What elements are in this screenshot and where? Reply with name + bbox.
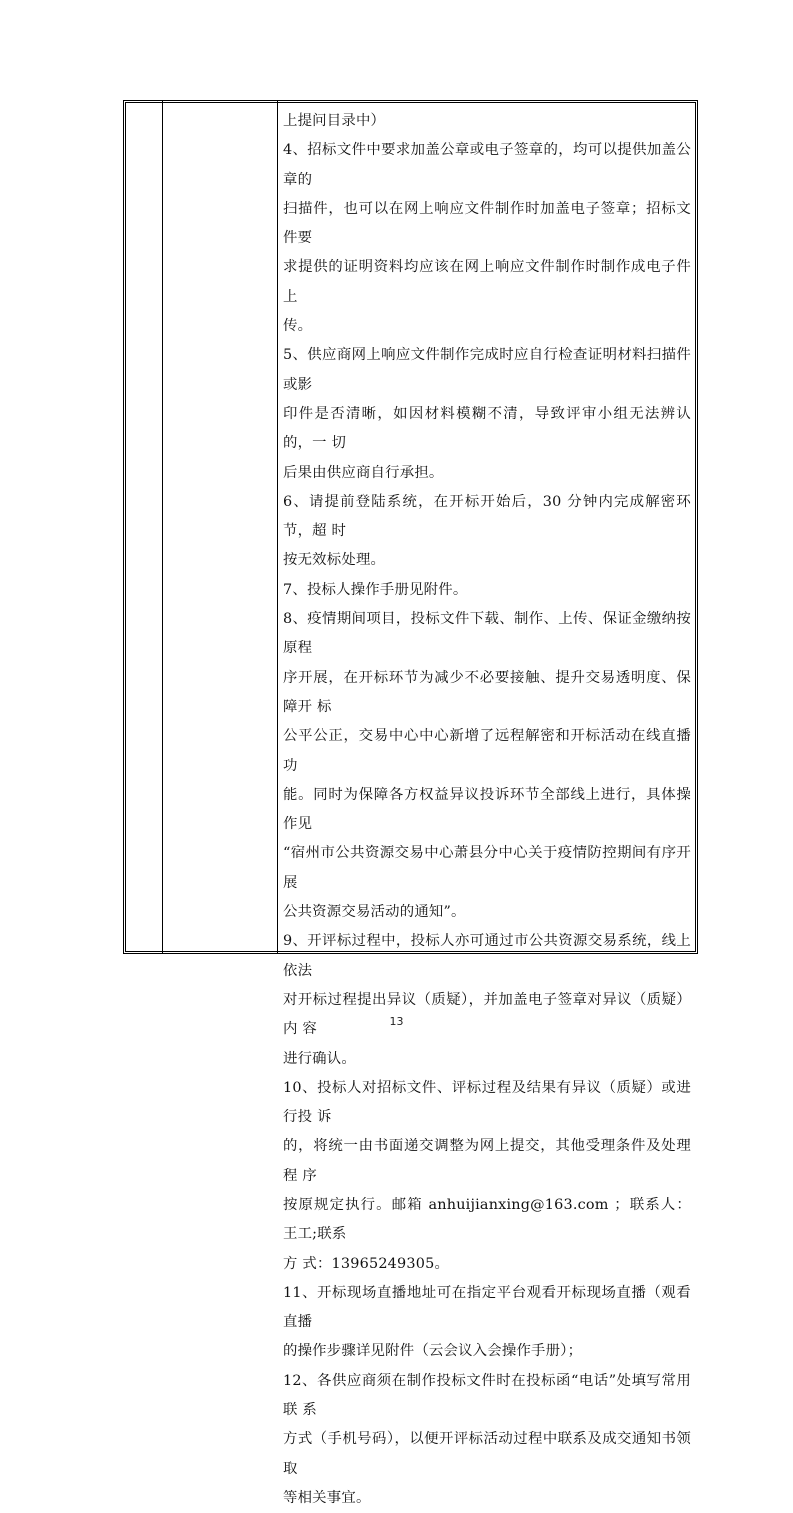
paragraph-0 bbox=[283, 107, 691, 136]
paragraph-line: 印件是否清晰，如因材料模糊不清，导致评审小组无法辨认的，一 切 bbox=[283, 405, 691, 452]
paragraph-6 bbox=[283, 488, 691, 576]
paragraph-10 bbox=[283, 1074, 691, 1279]
paragraph-line: 5、供应商网上响应文件制作完成时应自行检查证明材料扫描件或影 bbox=[283, 347, 691, 393]
paragraph-line: 扫描件，也可以在网上响应文件制作时加盖电子签章；招标文件要 bbox=[283, 200, 691, 247]
paragraph-line: 9、开评标过程中，投标人亦可通过市公共资源交易系统，线上依法 bbox=[283, 933, 691, 979]
paragraph-line: 能。同时为保障各方权益异议投诉环节全部线上进行，具体操作见 bbox=[283, 786, 691, 833]
paragraph-7 bbox=[283, 576, 691, 605]
paragraph-line: 传。 bbox=[283, 318, 313, 335]
paragraph-line: 4、招标文件中要求加盖公章或电子签章的，均可以提供加盖公章的 bbox=[283, 142, 691, 188]
paragraph-line: 的，将统一由书面递交调整为网上提交，其他受理条件及处理程 序 bbox=[283, 1138, 691, 1184]
paragraph-line: 公平公正，交易中心中心新增了远程解密和开标活动在线直播功 bbox=[283, 728, 691, 774]
paragraph-line: 方式（手机号码），以便开评标活动过程中联系及成交通知书领取 bbox=[283, 1431, 691, 1477]
paragraph-line: 对开标过程提出异议（质疑），并加盖电子签章对异议（质疑）内 容 bbox=[283, 991, 691, 1038]
paragraph-line: 按无效标处理。 bbox=[283, 552, 386, 569]
paragraph-line: 6、请提前登陆系统，在开标开始后，30 分钟内完成解密环节，超 时 bbox=[283, 493, 691, 540]
paragraph-line: 进行确认。 bbox=[283, 1050, 356, 1067]
page-number: 13 bbox=[389, 1015, 404, 1028]
requirements-table bbox=[123, 100, 698, 1506]
paragraph-line: 12、各供应商须在制作投标文件时在投标函“电话”处填写常用联 系 bbox=[283, 1372, 691, 1419]
paragraph-line: 后果由供应商自行承担。 bbox=[283, 464, 444, 481]
paragraph-4 bbox=[283, 136, 691, 341]
paragraph-line: 方 式：13965249305。 bbox=[283, 1255, 450, 1272]
paragraph-line: 序开展，在开标环节为减少不必要接触、提升交易透明度、保障开 标 bbox=[283, 669, 691, 715]
paragraph-line: “宿州市公共资源交易中心萧县分中心关于疫情防控期间有序开展 bbox=[283, 845, 691, 891]
paragraph-line: 7、投标人操作手册见附件。 bbox=[283, 581, 468, 598]
paragraph-8 bbox=[283, 605, 691, 927]
paragraph-line: 公共资源交易活动的通知”。 bbox=[283, 904, 466, 921]
paragraph-line: 求提供的证明资料均应该在网上响应文件制作时制作成电子件上 bbox=[283, 259, 691, 305]
paragraph-line: 上提问目录中） bbox=[283, 113, 386, 129]
paragraph-11 bbox=[283, 1279, 691, 1367]
paragraph-line: 的操作步骤详见附件（云会议入会操作手册）； bbox=[283, 1343, 583, 1360]
paragraph-line: 等相关事宜。 bbox=[283, 1489, 371, 1506]
paragraph-line: 10、投标人对招标文件、评标过程及结果有异议（质疑）或进行投 诉 bbox=[283, 1079, 691, 1126]
paragraph-5 bbox=[283, 341, 691, 487]
paragraph-line: 11、开标现场直播地址可在指定平台观看开标现场直播（观看直播 bbox=[283, 1284, 691, 1331]
paragraph-line: 8、疫情期间项目，投标文件下载、制作、上传、保证金缴纳按原程 bbox=[283, 611, 691, 657]
table-column-divider-1 bbox=[162, 101, 163, 953]
paragraph-12 bbox=[283, 1367, 691, 1513]
table-content-cell bbox=[283, 107, 691, 1513]
paragraph-9 bbox=[283, 927, 691, 1073]
paragraph-line: 按原规定执行。邮箱 anhuijianxing@163.com ；联系人：王工;联系 bbox=[283, 1196, 691, 1243]
table-column-divider-2 bbox=[277, 101, 278, 953]
